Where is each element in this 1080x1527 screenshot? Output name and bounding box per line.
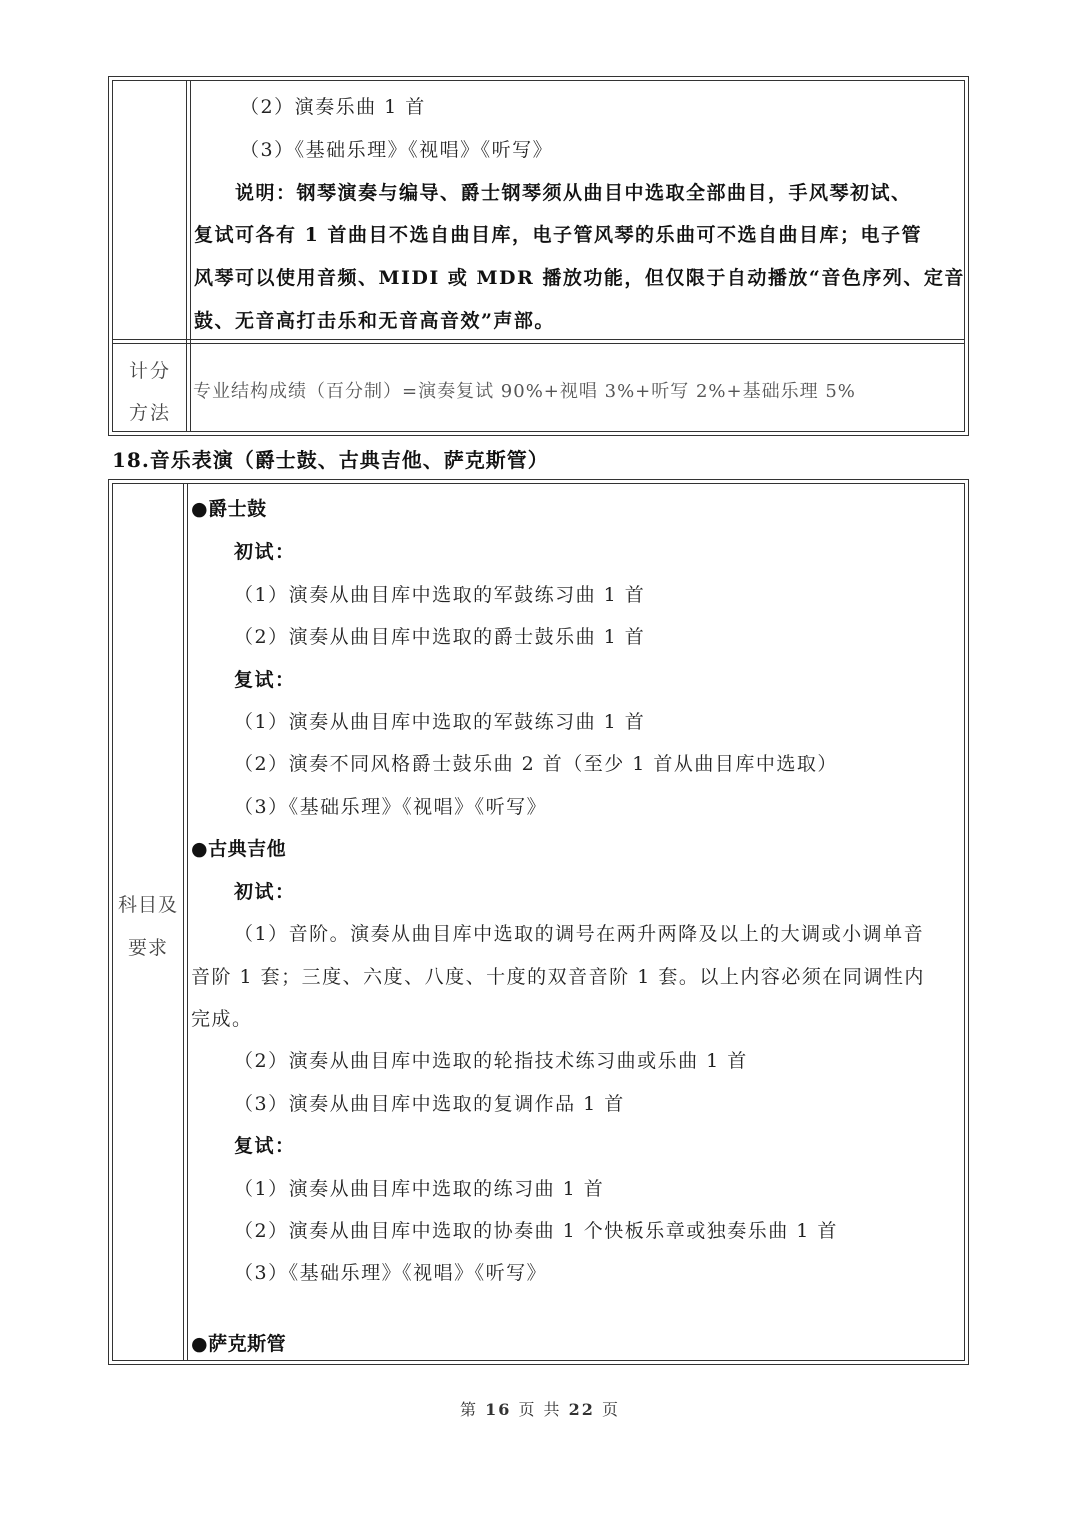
jazz-drum-prelim-label: 初试： <box>234 541 296 563</box>
t1-line-theory: （3）《基础乐理》《视唱》《听写》 <box>240 139 554 161</box>
footer-prefix: 第 <box>460 1400 486 1419</box>
guitar-final-1: （1）演奏从曲目库中选取的练习曲 1 首 <box>234 1178 605 1200</box>
footer-middle: 页 共 <box>511 1400 569 1419</box>
subject-requirement-label-1: 科目及 <box>117 894 178 916</box>
jazz-drum-prelim-2: （2）演奏从曲目库中选取的爵士鼓乐曲 1 首 <box>234 626 646 648</box>
page-footer <box>0 1397 1080 1420</box>
section-title-18: 18.音乐表演（爵士鼓、古典吉他、萨克斯管） <box>112 448 549 472</box>
jazz-drum-final-1: （1）演奏从曲目库中选取的军鼓练习曲 1 首 <box>234 711 646 733</box>
guitar-prelim-2: （2）演奏从曲目库中选取的轮指技术练习曲或乐曲 1 首 <box>234 1050 748 1072</box>
guitar-prelim-label: 初试： <box>234 881 296 903</box>
table-1-col-divider-b <box>190 80 191 432</box>
jazz-drum-final-3: （3）《基础乐理》《视唱》《听写》 <box>234 796 548 818</box>
table-2-col-divider-a <box>183 483 184 1361</box>
footer-suffix: 页 <box>594 1400 620 1419</box>
table-1-row-divider-a <box>112 339 965 340</box>
score-method-label-2: 方法 <box>128 402 171 424</box>
guitar-prelim-3: （3）演奏从曲目库中选取的复调作品 1 首 <box>234 1093 625 1115</box>
guitar-prelim-1-line-2: 音阶 1 套；三度、六度、八度、十度的双音音阶 1 套。以上内容必须在同调性内 <box>191 966 925 988</box>
guitar-final-label: 复试： <box>234 1135 296 1157</box>
t1-note-line-3: 风琴可以使用音频、MIDI 或 MDR 播放功能，但仅限于自动播放“音色序列、定音 <box>194 267 965 289</box>
guitar-prelim-1-line-3: 完成。 <box>191 1008 253 1030</box>
guitar-final-2: （2）演奏从曲目库中选取的协奏曲 1 个快板乐章或独奏乐曲 1 首 <box>234 1220 838 1242</box>
jazz-drum-final-2: （2）演奏不同风格爵士鼓乐曲 2 首（至少 1 首从曲目库中选取） <box>234 753 838 775</box>
table-1-row-divider-b <box>112 343 965 344</box>
jazz-drum-final-label: 复试： <box>234 669 296 691</box>
score-method-formula: 专业结构成绩（百分制）=演奏复试 90%+视唱 3%+听写 2%+基础乐理 5% <box>193 381 856 402</box>
jazz-drum-heading: ●爵士鼓 <box>191 498 267 520</box>
footer-page-total: 22 <box>568 1400 595 1419</box>
classical-guitar-heading: ●古典吉他 <box>191 838 287 860</box>
t1-note-line-2: 复试可各有 1 首曲目不选自曲目库，电子管风琴的乐曲可不选自曲目库；电子管 <box>194 224 922 246</box>
saxophone-heading: ●萨克斯管 <box>191 1333 287 1355</box>
t1-note-line-1: 说明：钢琴演奏与编导、爵士钢琴须从曲目中选取全部曲目，手风琴初试、 <box>235 182 912 204</box>
footer-page-number: 16 <box>485 1400 512 1419</box>
guitar-prelim-1-line-1: （1）音阶。演奏从曲目库中选取的调号在两升两降及以上的大调或小调单音 <box>234 923 925 945</box>
t1-line-perform: （2）演奏乐曲 1 首 <box>240 96 426 118</box>
jazz-drum-prelim-1: （1）演奏从曲目库中选取的军鼓练习曲 1 首 <box>234 584 646 606</box>
table-2-col-divider-b <box>187 483 188 1361</box>
t1-note-line-4: 鼓、无音高打击乐和无音高音效”声部。 <box>194 310 555 332</box>
subject-requirement-label-2: 要求 <box>127 937 168 959</box>
score-method-label-1: 计分 <box>128 360 171 382</box>
guitar-final-3: （3）《基础乐理》《视唱》《听写》 <box>234 1262 548 1284</box>
